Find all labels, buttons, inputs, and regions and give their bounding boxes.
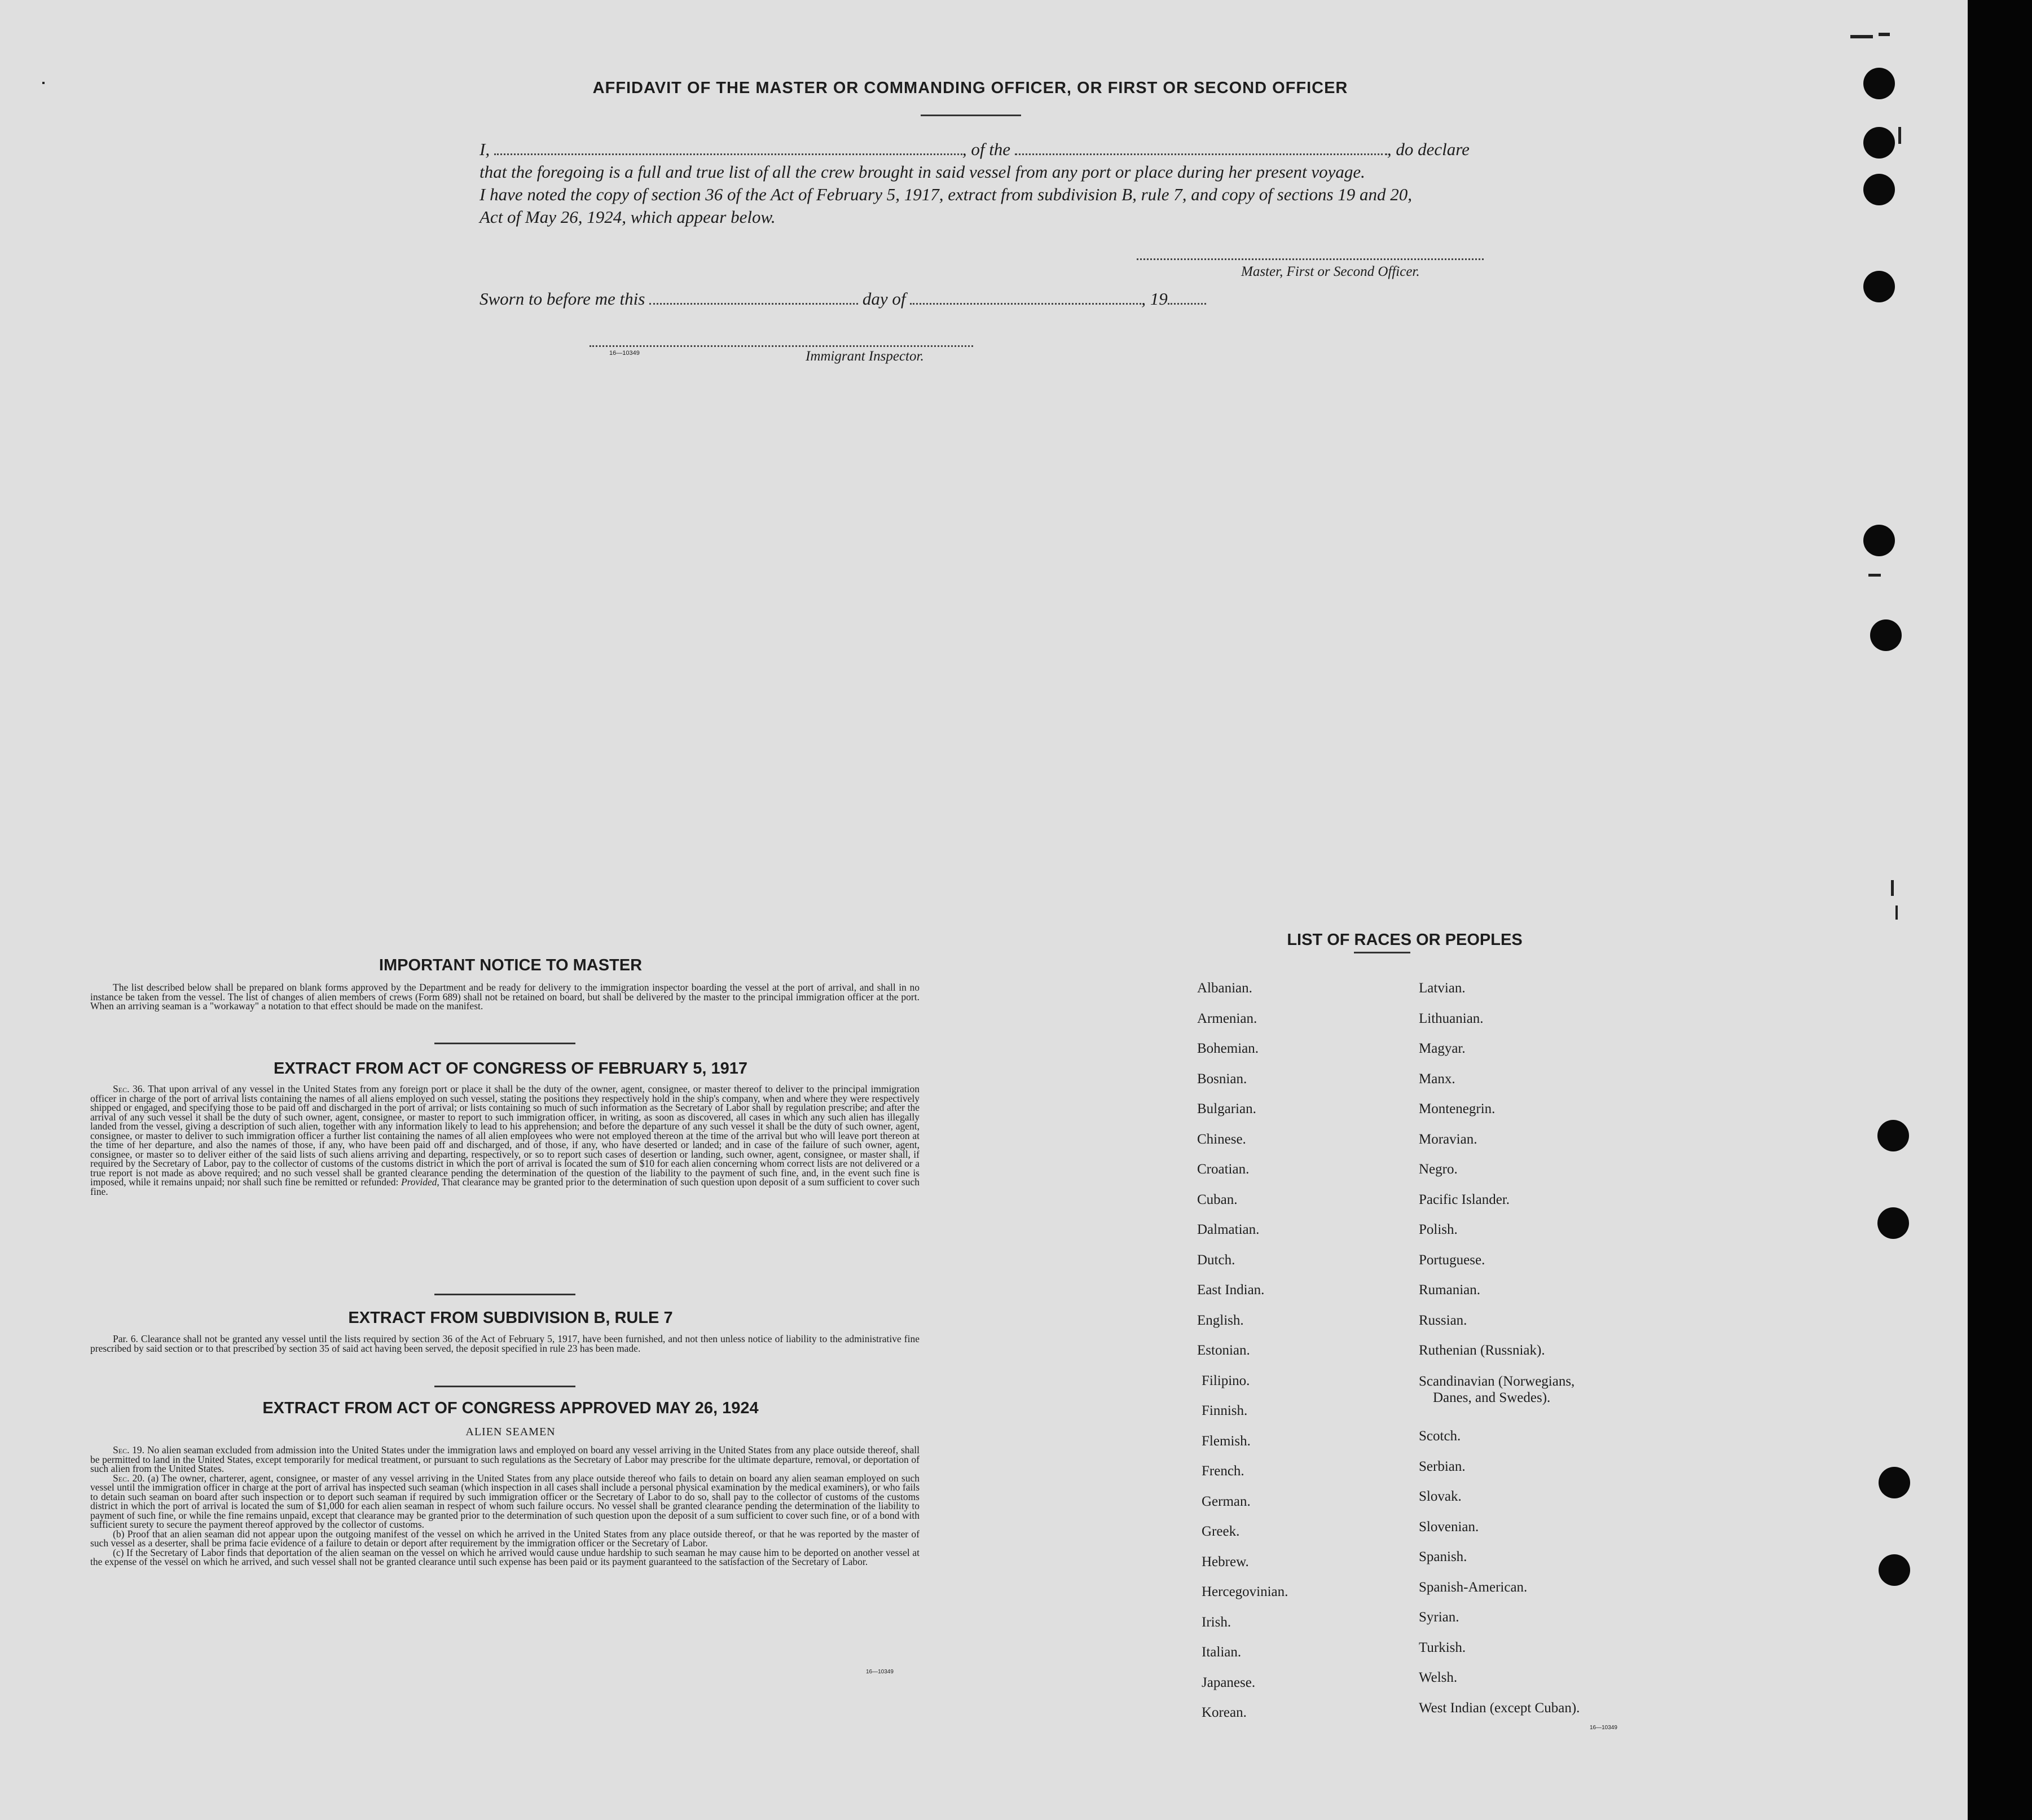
race-item: Slovak.: [1419, 1489, 1462, 1505]
race-item: German.: [1202, 1493, 1251, 1509]
scan-mark: [1868, 574, 1881, 577]
race-item: Manx.: [1419, 1071, 1455, 1087]
section-rule: [434, 1386, 575, 1387]
punch-hole: [1863, 525, 1895, 556]
inspector-signature-line[interactable]: [590, 345, 973, 347]
master-signature-caption: Master, First or Second Officer.: [1241, 264, 1420, 279]
affidavit-line1-middle: , of the: [962, 139, 1011, 159]
title-rule: [921, 115, 1021, 116]
sec-36-body: That upon arrival of any vessel in the United States from any foreign port or place it shall be the duty of the owner, agent, consignee, or master thereof to deliver to the principal immigration officer in charge of the port of arrival lists containing the names of all aliens employed on such vessel, stating the positions they respectively hold in the ship's company, when and where they were respectively shipped or engaged, and specifying those to be paid off and discharged in the port of arrival; or lists containing so much of such information as the Secretary of Labor shall by regulation prescribe; and after the arrival of any such vessel it shall be the duty of such owner, agent, consignee, or master to report to such immigration officer, in writing, as soon as discovered, all cases in which any such alien has illegally landed from the vessel, giving a description of such alien, together with any information likely to lead to his apprehension; and before the departure of any such vessel it shall be the duty of such owner, agent, consignee, or master to deliver to such immigration officer a further list containing the names of all alien employees who were not employed thereon at the time of the arrival but who will leave port thereon at the time of her departure, and also the names of those, if any, who have been paid off and discharged, and of those, if any, who have deserted or landed; and in case of the failure of such owner, agent, consignee, or master so to deliver either of the said lists of such aliens arriving and departing, respectively, or so to report such cases of desertion or landing, such owner, agent, consignee, or master shall, if required by the Secretary of Labor, pay to the collector of customs of the customs district in which the port of arrival is located the sum of $10 for each alien concerning whom correct lists are not delivered or a true report is not made as above required; and no such vessel shall be granted clearance pending the determination of the question of the liability to the payment of such fine, and, in the event such fine is imposed, while it remains unpaid; nor shall such fine be remitted or refunded:: [90, 1083, 920, 1188]
scan-mark: [1891, 880, 1894, 896]
scan-mark: [1895, 905, 1898, 920]
extract-rule7-text: [90, 1334, 920, 1353]
notice-title: IMPORTANT NOTICE TO MASTER: [379, 956, 643, 974]
scan-mark: [1879, 33, 1890, 36]
race-item: Moravian.: [1419, 1131, 1477, 1147]
race-item: Italian.: [1202, 1645, 1242, 1660]
sworn-end: , 19: [1141, 289, 1168, 309]
race-item: Rumanian.: [1419, 1282, 1481, 1298]
race-item: English.: [1197, 1312, 1244, 1328]
affidavit-line-4: Act of May 26, 1924, which appear below.: [480, 207, 776, 227]
affidavit-line1-end: , do declare: [1387, 139, 1470, 159]
race-item: Bohemian.: [1197, 1041, 1259, 1056]
scan-mark: [1898, 127, 1901, 144]
race-item: West Indian (except Cuban).: [1419, 1700, 1580, 1716]
sec-20b-paragraph: (b) Proof that an alien seaman did not appear upon the outgoing manifest of the vessel on which he arrived in the United States from any place outside thereof, or that he was reported by the master of such vessel as a deserter, shall be prima facie evidence of a failure to detain or deport after requirement by the immigration officer or the Secretary of Labor.: [90, 1528, 920, 1549]
race-item: Dutch.: [1197, 1252, 1235, 1268]
races-title-rule: [1354, 952, 1410, 953]
race-item: Turkish.: [1419, 1639, 1466, 1655]
sec-20c-paragraph: (c) If the Secretary of Labor finds that deportation of the alien seaman on the vessel on which he arrived would cause undue hardship to such seaman he may cause him to be deported on another vessel at the expense of the vessel on which he arrived, and such vessel shall not be granted clearance until such expense has been paid or its payment guaranteed to the satisfaction of the Secretary of Labor.: [90, 1546, 920, 1567]
sworn-day-blank[interactable]: [649, 303, 858, 305]
punch-hole: [1879, 1467, 1910, 1498]
race-item: Slovenian.: [1419, 1519, 1479, 1535]
races-form-code: 16—10349: [1590, 1725, 1617, 1731]
race-item: Magyar.: [1419, 1041, 1466, 1056]
race-item: Irish.: [1202, 1614, 1231, 1630]
race-item: Russian.: [1419, 1312, 1467, 1328]
race-item: Spanish.: [1419, 1549, 1467, 1565]
extract-rule7-title: EXTRACT FROM SUBDIVISION B, RULE 7: [348, 1309, 673, 1327]
affidavit-body: [480, 138, 1506, 228]
race-item: Filipino.: [1202, 1373, 1250, 1388]
vessel-blank[interactable]: [1015, 153, 1387, 155]
race-item: Finnish.: [1202, 1403, 1248, 1418]
race-item: Albanian.: [1197, 981, 1252, 996]
punch-hole: [1863, 127, 1895, 159]
race-item: Serbian.: [1419, 1458, 1466, 1474]
punch-hole: [1877, 1207, 1909, 1239]
punch-hole: [1879, 1554, 1910, 1586]
punch-hole: [1877, 1120, 1909, 1151]
race-item: Spanish-American.: [1419, 1579, 1528, 1595]
sworn-middle: day of: [862, 289, 906, 309]
extract-1924-text: [90, 1445, 920, 1567]
rule7-paragraph: Par. 6. Clearance shall not be granted any vessel until the lists required by section 36 of the Act of February 5, 1917, have been furnished, and not then unless notice of liability to the administrative fine prescribed by said section or to that prescribed by section 35 of said act having been served, the deposit specified in rule 23 has been made.: [90, 1333, 920, 1354]
punch-hole: [1863, 271, 1895, 302]
races-title: LIST OF RACES OR PEOPLES: [1287, 931, 1523, 949]
race-item: Montenegrin.: [1419, 1101, 1496, 1116]
extract-form-code: 16—10349: [866, 1669, 894, 1675]
sworn-month-blank[interactable]: [910, 303, 1141, 305]
race-item: Cuban.: [1197, 1192, 1238, 1207]
race-item: Negro.: [1419, 1162, 1458, 1177]
race-item: Syrian.: [1419, 1610, 1459, 1625]
name-blank[interactable]: [494, 153, 962, 155]
inspector-caption: Immigrant Inspector.: [806, 349, 924, 364]
race-item: Japanese.: [1202, 1674, 1256, 1690]
race-item: Ruthenian (Russniak).: [1419, 1343, 1545, 1358]
race-item: Portuguese.: [1419, 1252, 1485, 1268]
race-item: Dalmatian.: [1197, 1222, 1260, 1237]
master-signature-line[interactable]: [1137, 258, 1484, 260]
sec-20-label: Sec. 20.: [113, 1472, 145, 1484]
sworn-line: [480, 288, 1506, 310]
race-item: Scotch.: [1419, 1428, 1461, 1444]
race-item: Lithuanian.: [1419, 1010, 1484, 1026]
punch-hole: [1863, 68, 1895, 99]
race-item: Hebrew.: [1202, 1554, 1249, 1570]
affidavit-line-3: I have noted the copy of section 36 of the Act of February 5, 1917, extract from subdivision B, rule 7, and copy of sections 19 and 20,: [480, 184, 1413, 204]
sec-19-body: No alien seaman excluded from admission into the United States under the immigration laws and employed on board any vessel arriving in the United States from any place outside thereof, shall be permitted to land in the United States, except temporarily for medical treatment, or pursuant to such regulations as the Secretary of Labor may prescribe for the ultimate departure, removal, or deportation of such alien from the United States.: [90, 1444, 920, 1474]
race-item: Estonian.: [1197, 1343, 1250, 1358]
affidavit-title: AFFIDAVIT OF THE MASTER OR COMMANDING OFFICER, OR FIRST OR SECOND OFFICER: [592, 79, 1348, 97]
race-item: Scandinavian (Norwegians, Danes, and Swedes).: [1419, 1373, 1575, 1405]
race-item: Chinese.: [1197, 1131, 1246, 1147]
affidavit-form-code: 16—10349: [609, 350, 640, 357]
sec-19-label: Sec. 19.: [113, 1444, 145, 1456]
race-item: East Indian.: [1197, 1282, 1265, 1298]
notice-paragraph: The list described below shall be prepared on blank forms approved by the Department and be ready for delivery to the immigration inspector boarding the vessel at the port of arrival, and shall in no instance be taken from the vessel. The list of changes of alien members of crews (Form 689) shall not be retained on board, but shall be delivered by the master to the principal immigration officer at the port. When an arriving seaman is a "workaway" a notation to that effect should be made on the manifest.: [90, 982, 920, 1012]
page-edge-shadow: [1968, 0, 2032, 1820]
sworn-year-blank[interactable]: [1168, 303, 1206, 305]
race-item: Pacific Islander.: [1419, 1192, 1510, 1207]
scan-mark: [42, 82, 45, 84]
race-item: Croatian.: [1197, 1162, 1250, 1177]
extract-1917-text: [90, 1084, 920, 1196]
race-item: Latvian.: [1419, 981, 1466, 996]
sec-20a-paragraph: [90, 1474, 920, 1529]
race-item: Armenian.: [1197, 1010, 1257, 1026]
sworn-start: Sworn to before me this: [480, 289, 645, 309]
proviso-label: Provided,: [401, 1176, 439, 1188]
affidavit-line-2: that the foregoing is a full and true list of all the crew brought in said vessel from any port or place during her present voyage.: [480, 162, 1365, 182]
race-item: Hercegovinian.: [1202, 1584, 1288, 1599]
section-rule: [434, 1294, 575, 1295]
punch-hole: [1870, 619, 1902, 651]
extract-1917-title: EXTRACT FROM ACT OF CONGRESS OF FEBRUARY 5, 1917: [273, 1060, 748, 1078]
alien-seamen-subtitle: ALIEN SEAMEN: [465, 1426, 556, 1438]
notice-text: [90, 983, 920, 1011]
race-item: French.: [1202, 1463, 1244, 1479]
extract-1924-title: EXTRACT FROM ACT OF CONGRESS APPROVED MAY 26, 1924: [262, 1399, 759, 1417]
affidavit-line-1: [480, 138, 1506, 161]
race-item: Polish.: [1419, 1222, 1458, 1237]
race-item: Welsh.: [1419, 1670, 1458, 1686]
punch-hole: [1863, 174, 1895, 205]
proviso-text: That clearance may be granted prior to the determination of such question upon deposit of a sum sufficient to cover such fine.: [90, 1176, 920, 1197]
race-item: Greek.: [1202, 1524, 1240, 1539]
sec-20a-body: (a) The owner, charterer, agent, consignee, or master of any vessel arriving in the United States from any place outside thereof who fails to detain on board any alien seaman employed on such vessel until the immigration officer in charge at the port of arrival has inspected such seaman (which inspection in all cases shall include a personal physical examination by the medical examiners), or who fails to detain such seaman on board after such inspection or to deport such seaman if required by such immigration officer or the Secretary of Labor to do so, shall pay to the collector of customs of the customs district in which the port of arrival is located the sum of $1,000 for each alien seaman in respect of whom such failure occurs. No vessel shall be granted clearance pending the determination of the liability to payment of such fine, or while the fine remains unpaid, except that clearance may be granted prior to the determination of such question upon the deposit of a sum sufficient to cover such fine, or of a bond with sufficient surety to secure the payment thereof approved by the collector of customs.: [90, 1472, 920, 1530]
section-rule: [434, 1043, 575, 1044]
sec-36-paragraph: [90, 1084, 920, 1196]
affidavit-line1-start: I,: [480, 139, 490, 159]
sec-36-label: Sec. 36.: [113, 1083, 145, 1094]
race-item: Bosnian.: [1197, 1071, 1247, 1087]
sec-19-paragraph: [90, 1445, 920, 1474]
race-item: Korean.: [1202, 1705, 1247, 1720]
race-item: Bulgarian.: [1197, 1101, 1256, 1116]
race-item: Flemish.: [1202, 1433, 1251, 1449]
scan-mark: [1850, 35, 1873, 38]
